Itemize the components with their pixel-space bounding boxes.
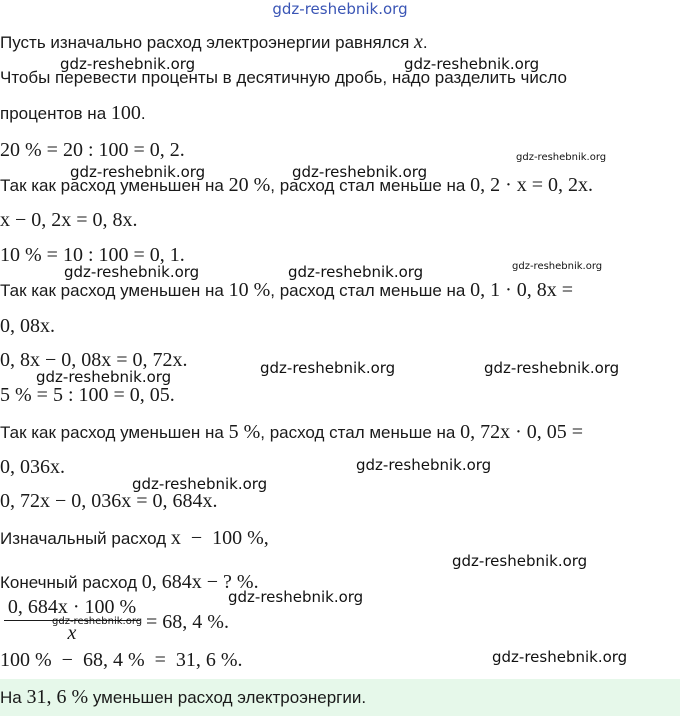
text: уменьшен расход электроэнергии. xyxy=(88,688,367,707)
line-10: 0, 8x − 0, 08x = 0, 72x. xyxy=(0,349,188,371)
line-9: 0, 08x. xyxy=(0,315,55,337)
math: 0, 684x − ? %. xyxy=(141,571,259,593)
punct: . xyxy=(422,33,428,52)
watermark[interactable]: gdz-reshebnik.org xyxy=(228,588,364,606)
line-16 xyxy=(0,570,259,595)
line-14: 0, 72x − 0, 036x = 0, 684x. xyxy=(0,490,218,512)
watermark[interactable]: gdz-reshebnik.org xyxy=(36,368,172,386)
text: Так как расход уменьшен на xyxy=(0,176,229,195)
math: 10 % xyxy=(228,279,271,301)
line-11: 5 % = 5 : 100 = 0, 05. xyxy=(0,384,175,406)
math: 0, 72x · 0, 05 = xyxy=(460,421,584,443)
watermark[interactable]: gdz-reshebnik.org xyxy=(404,55,540,73)
watermark-top[interactable]: gdz-reshebnik.org xyxy=(272,0,408,18)
watermark[interactable]: gdz-reshebnik.org xyxy=(356,456,492,474)
text: Так как расход уменьшен на xyxy=(0,281,229,300)
fraction-denominator: x xyxy=(67,622,77,644)
line-4: 20 % = 20 : 100 = 0, 2. xyxy=(0,139,185,161)
answer-box xyxy=(0,679,680,716)
watermark[interactable]: gdz-reshebnik.org xyxy=(492,648,628,666)
text: Так как расход уменьшен на xyxy=(0,423,229,442)
line-1 xyxy=(0,30,428,55)
line-7: 10 % = 10 : 100 = 0, 1. xyxy=(0,244,185,266)
watermark[interactable]: gdz-reshebnik.org xyxy=(70,163,206,181)
math: 31, 6 % xyxy=(26,686,89,708)
fraction-numerator: 0, 684x · 100 % xyxy=(7,596,137,618)
math: 0, 2 · x = 0, 2x. xyxy=(470,174,594,196)
text: Конечный расход xyxy=(0,573,142,592)
text: Пусть изначально расход электроэнергии равнялся xyxy=(0,33,415,52)
line-6: x − 0, 2x = 0, 8x. xyxy=(0,209,138,231)
watermark[interactable]: gdz-reshebnik.org xyxy=(64,263,200,281)
text: процентов на xyxy=(0,104,111,123)
watermark[interactable]: gdz-reshebnik.org xyxy=(452,552,588,570)
number: 100 xyxy=(110,102,141,124)
watermark[interactable]: gdz-reshebnik.org xyxy=(512,261,603,272)
answer-text xyxy=(0,686,366,709)
line-8 xyxy=(0,278,573,303)
line-12 xyxy=(0,420,583,445)
line-13: 0, 036x. xyxy=(0,456,65,478)
watermark[interactable]: gdz-reshebnik.org xyxy=(52,616,143,627)
text: Изначальный расход xyxy=(0,529,171,548)
watermark[interactable]: gdz-reshebnik.org xyxy=(132,475,268,493)
fraction-result: = 68, 4 %. xyxy=(146,611,229,633)
watermark[interactable]: gdz-reshebnik.org xyxy=(516,152,607,163)
line-2: Чтобы перевести проценты в десятичную дробь, надо разделить число xyxy=(0,68,567,87)
punct: . xyxy=(140,104,146,123)
line-17: 100 % − 68, 4 % = 31, 6 %. xyxy=(0,649,243,671)
watermark[interactable]: gdz-reshebnik.org xyxy=(292,163,428,181)
math: 0, 1 · 0, 8x = xyxy=(470,279,574,301)
math: x − 100 %, xyxy=(170,527,269,549)
watermark[interactable]: gdz-reshebnik.org xyxy=(260,359,396,377)
math: 20 % xyxy=(228,174,271,196)
watermark[interactable]: gdz-reshebnik.org xyxy=(288,263,424,281)
text: , расход стал меньше на xyxy=(260,423,461,442)
watermark[interactable]: gdz-reshebnik.org xyxy=(484,359,620,377)
var: x xyxy=(414,31,423,53)
text: , расход стал меньше на xyxy=(270,281,471,300)
line-15 xyxy=(0,526,269,551)
text: , расход стал меньше на xyxy=(270,176,471,195)
watermark[interactable]: gdz-reshebnik.org xyxy=(60,55,196,73)
line-3 xyxy=(0,101,146,126)
text: На xyxy=(0,688,27,707)
math: 5 % xyxy=(228,421,261,443)
